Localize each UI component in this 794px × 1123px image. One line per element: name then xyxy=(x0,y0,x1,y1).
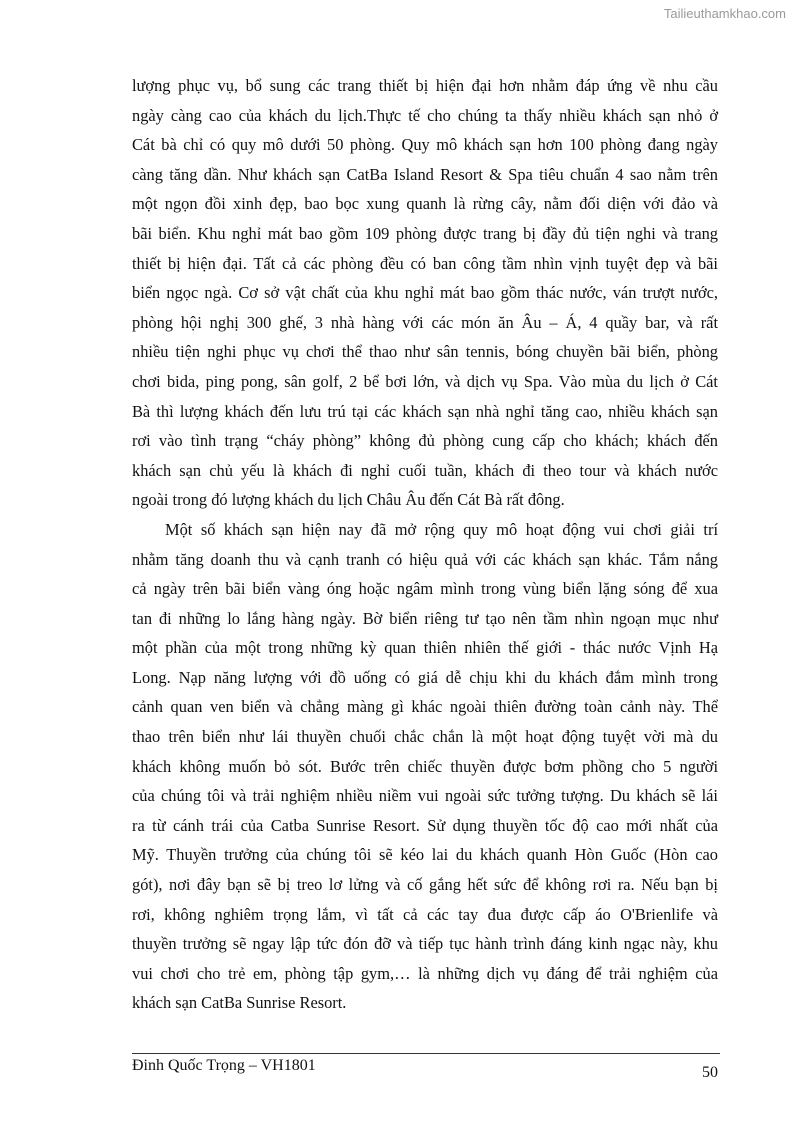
text-line: rơi vào tình trạng “cháy phòng” không đủ phòng cung cấp cho khách; khách đến xyxy=(132,431,718,451)
text-line: Mỹ. Thuyền trưởng của chúng tôi sẽ kéo lai du khách quanh Hòn Guốc (Hòn cao xyxy=(132,845,718,865)
footer-divider xyxy=(132,1053,720,1054)
text-line: thiết bị hiện đại. Tất cả các phòng đều có ban công tầm nhìn vịnh tuyệt đẹp và bãi xyxy=(132,253,718,273)
text-line: ra từ cánh trái của Catba Sunrise Resort. Sử dụng thuyền tốc độ cao mới nhất của xyxy=(132,815,718,835)
text-line: một phần của một trong những kỳ quan thiên nhiên thế giới - thác nước Vịnh Hạ xyxy=(132,638,718,658)
text-line: Bà thì lượng khách đến lưu trú tại các khách sạn nhà nghỉ tăng cao, nhiều khách sạn xyxy=(132,401,718,421)
text-line: Long. Nạp năng lượng với đồ uống có giá dễ chịu khi du khách đắm mình trong xyxy=(132,667,718,687)
body-text xyxy=(132,71,718,1018)
text-line: nhằm tăng doanh thu và cạnh tranh có hiệu quả với các khách sạn khác. Tắm nắng xyxy=(132,549,718,569)
text-line: lượng phục vụ, bổ sung các trang thiết bị hiện đại hơn nhằm đáp ứng về nhu cầu xyxy=(132,76,718,95)
text-line: chơi bida, ping pong, sân golf, 2 bể bơi lớn, và dịch vụ Spa. Vào mùa du lịch ở Cát xyxy=(132,371,718,391)
text-line: phòng hội nghị 300 ghế, 3 nhà hàng với các món ăn Âu – Á, 4 quầy bar, và rất xyxy=(132,312,718,332)
text-line: khách sạn chủ yếu là khách đi nghỉ cuối tuần, khách đi theo tour và khách nước xyxy=(132,460,718,480)
watermark-text: Tailieuthamkhao.com xyxy=(663,6,786,21)
text-line: càng tăng dần. Như khách sạn CatBa Island Resort & Spa tiêu chuẩn 4 sao nằm trên xyxy=(132,164,718,184)
text-line: tan đi những lo lắng hàng ngày. Bờ biển riêng tư tạo nên tầm nhìn ngoạn mục như xyxy=(132,608,718,628)
text-line: ngoài trong đó lượng khách du lịch Châu Âu đến Cát Bà rất đông. xyxy=(132,490,565,510)
text-line: Một số khách sạn hiện nay đã mở rộng quy mô hoạt động vui chơi giải trí xyxy=(165,519,718,539)
text-line: Cát bà chỉ có quy mô dưới 50 phòng. Quy mô khách sạn hơn 100 phòng đang ngày xyxy=(132,135,718,155)
footer-author: Đinh Quốc Trọng – VH1801 xyxy=(132,1057,316,1074)
text-line: cả ngày trên bãi biển vàng óng hoặc ngâm mình trong vùng biển lặng sóng để xua xyxy=(132,579,718,599)
text-line: thao trên biển như lái thuyền chuối chắc chắn là một hoạt động tuyệt vời mà du xyxy=(132,727,718,747)
text-line: bãi biển. Khu nghỉ mát bao gồm 109 phòng được trang bị đầy đủ tiện nghi và trang xyxy=(132,223,718,243)
text-line: ngày càng cao của khách du lịch.Thực tế cho chúng ta thấy nhiều khách sạn nhỏ ở xyxy=(132,105,718,125)
text-line: cảnh quan ven biển và chẳng màng gì khác ngoài thiên đường toàn cảnh này. Thể xyxy=(132,697,718,717)
text-line: biển ngọc ngà. Cơ sở vật chất của khu nghỉ mát bao gồm thác nước, ván trượt nước, xyxy=(132,283,718,303)
text-line: khách không muốn bỏ sót. Bước trên chiếc thuyền được bơm phồng cho 5 người xyxy=(132,756,718,776)
text-line: vui chơi cho trẻ em, phòng tập gym,… là những dịch vụ đáng để trải nghiệm của xyxy=(132,963,718,983)
text-line: rơi, không nghiêm trọng lắm, vì tất cả các tay đua được cấp áo O'Brienlife và xyxy=(132,904,718,924)
page-number: 50 xyxy=(702,1064,718,1081)
text-line: của chúng tôi và trải nghiệm nhiều niềm vui ngoài sức tưởng tượng. Du khách sẽ lái xyxy=(132,786,718,806)
text-line: khách sạn CatBa Sunrise Resort. xyxy=(132,993,347,1013)
text-line: nhiều tiện nghi phục vụ chơi thể thao như sân tennis, bóng chuyền bãi biển, phòng xyxy=(132,342,718,362)
text-line: gót), nơi đây bạn sẽ bị treo lơ lửng và cố gắng hết sức để không rơi ra. Nếu bạn bị xyxy=(132,875,718,895)
text-line: thuyền trưởng sẽ ngay lập tức đón đỡ và tiếp tục hành trình đáng kinh ngạc này, khu xyxy=(132,934,718,954)
text-line: một ngọn đồi xinh đẹp, bao bọc xung quanh là rừng cây, nằm đối diện với đảo và xyxy=(132,194,718,214)
